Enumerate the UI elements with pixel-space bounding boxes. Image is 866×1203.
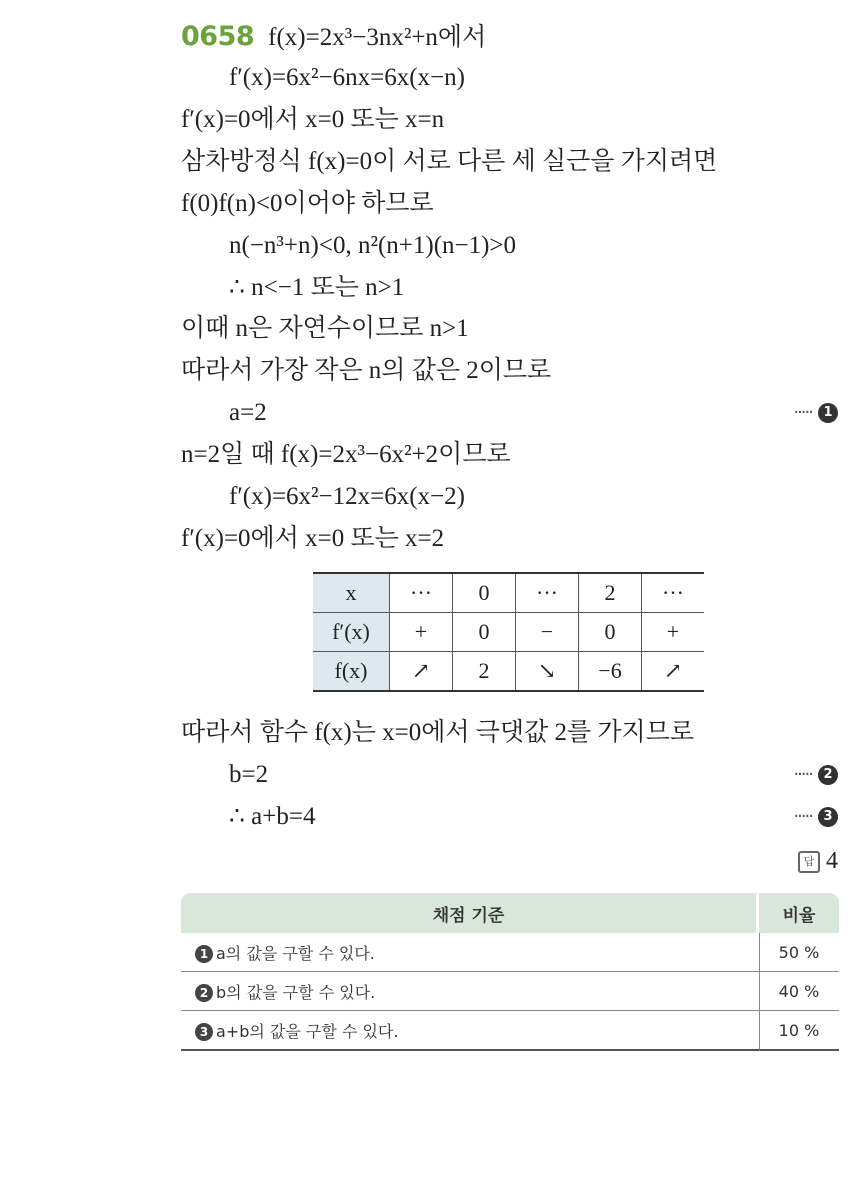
table-cell: 0 <box>453 573 516 613</box>
criteria-cell: 2 b의 값을 구할 수 있다. <box>181 972 759 1011</box>
variation-table <box>313 572 704 692</box>
table-header-row <box>181 893 839 933</box>
table-row <box>313 573 704 613</box>
step-badge: 3 <box>195 1023 213 1041</box>
solution-line-12: f′(x)=6x²−12x=6x(x−2) <box>229 483 465 510</box>
solution-line-13: f′(x)=0에서 x=0 또는 x=2 <box>181 525 445 552</box>
table-cell: x <box>313 573 390 613</box>
ratio-header: 비율 <box>759 893 839 933</box>
solution-line-1: 0658 f(x)=2x³−3nx²+n에서 <box>181 21 487 52</box>
table-cell: 2 <box>453 652 516 692</box>
solution-line-6: n(−n³+n)<0, n²(n+1)(n−1)>0 <box>229 232 517 259</box>
grading-table <box>181 893 839 1051</box>
table-cell: 2 <box>579 573 642 613</box>
solution-line-7: ∴ n<−1 또는 n>1 <box>229 274 405 301</box>
table-row <box>313 652 704 692</box>
solution-line-10: a=2 <box>229 399 267 426</box>
table-cell: + <box>390 613 453 652</box>
solution-line-14: 따라서 함수 f(x)는 x=0에서 극댓값 2를 가지므로 <box>181 719 694 746</box>
solution-line-5: f(0)f(n)<0이어야 하므로 <box>181 190 434 217</box>
table-row <box>181 972 839 1011</box>
table-cell: ··· <box>390 573 453 613</box>
table-cell: f′(x) <box>313 613 390 652</box>
solution-line-8: 이때 n은 자연수이므로 n>1 <box>181 315 469 342</box>
criteria-cell: 3 a+b의 값을 구할 수 있다. <box>181 1011 759 1051</box>
table-cell: 0 <box>579 613 642 652</box>
step-marker-1: ····· 1 <box>793 398 838 428</box>
table-cell: ··· <box>642 573 705 613</box>
increasing-arrow-icon: ↗ <box>390 652 453 692</box>
table-row <box>181 1011 839 1051</box>
solution-line-11: n=2일 때 f(x)=2x³−6x²+2이므로 <box>181 441 511 468</box>
solution-line-15: b=2 <box>229 761 269 788</box>
criteria-header: 채점 기준 <box>181 893 759 933</box>
problem-number: 0658 <box>181 21 255 52</box>
table-row <box>313 613 704 652</box>
solution-line-2: f′(x)=6x²−6nx=6x(x−n) <box>229 64 465 91</box>
table-cell: + <box>642 613 705 652</box>
final-answer <box>798 846 838 876</box>
solution-line-9: 따라서 가장 작은 n의 값은 2이므로 <box>181 357 552 384</box>
solution-line-3: f′(x)=0에서 x=0 또는 x=n <box>181 106 445 133</box>
ratio-cell: 50 % <box>759 933 839 972</box>
step-badge: 1 <box>195 945 213 963</box>
table-row <box>181 933 839 972</box>
criteria-cell: 1 a의 값을 구할 수 있다. <box>181 933 759 972</box>
solution-line-16: ∴ a+b=4 <box>229 803 316 830</box>
increasing-arrow-icon: ↗ <box>642 652 705 692</box>
table-cell: 0 <box>453 613 516 652</box>
table-cell: f(x) <box>313 652 390 692</box>
table-cell: − <box>516 613 579 652</box>
step-marker-3: ····· 3 <box>793 802 838 832</box>
decreasing-arrow-icon: ↘ <box>516 652 579 692</box>
solution-line-4: 삼차방정식 f(x)=0이 서로 다른 세 실근을 가지려면 <box>181 148 718 175</box>
answer-value: 4 <box>826 848 838 874</box>
table-cell: −6 <box>579 652 642 692</box>
table-cell: ··· <box>516 573 579 613</box>
answer-icon: 답 <box>798 851 820 873</box>
ratio-cell: 40 % <box>759 972 839 1011</box>
step-badge: 2 <box>195 984 213 1002</box>
ratio-cell: 10 % <box>759 1011 839 1051</box>
step-marker-2: ····· 2 <box>793 760 838 790</box>
